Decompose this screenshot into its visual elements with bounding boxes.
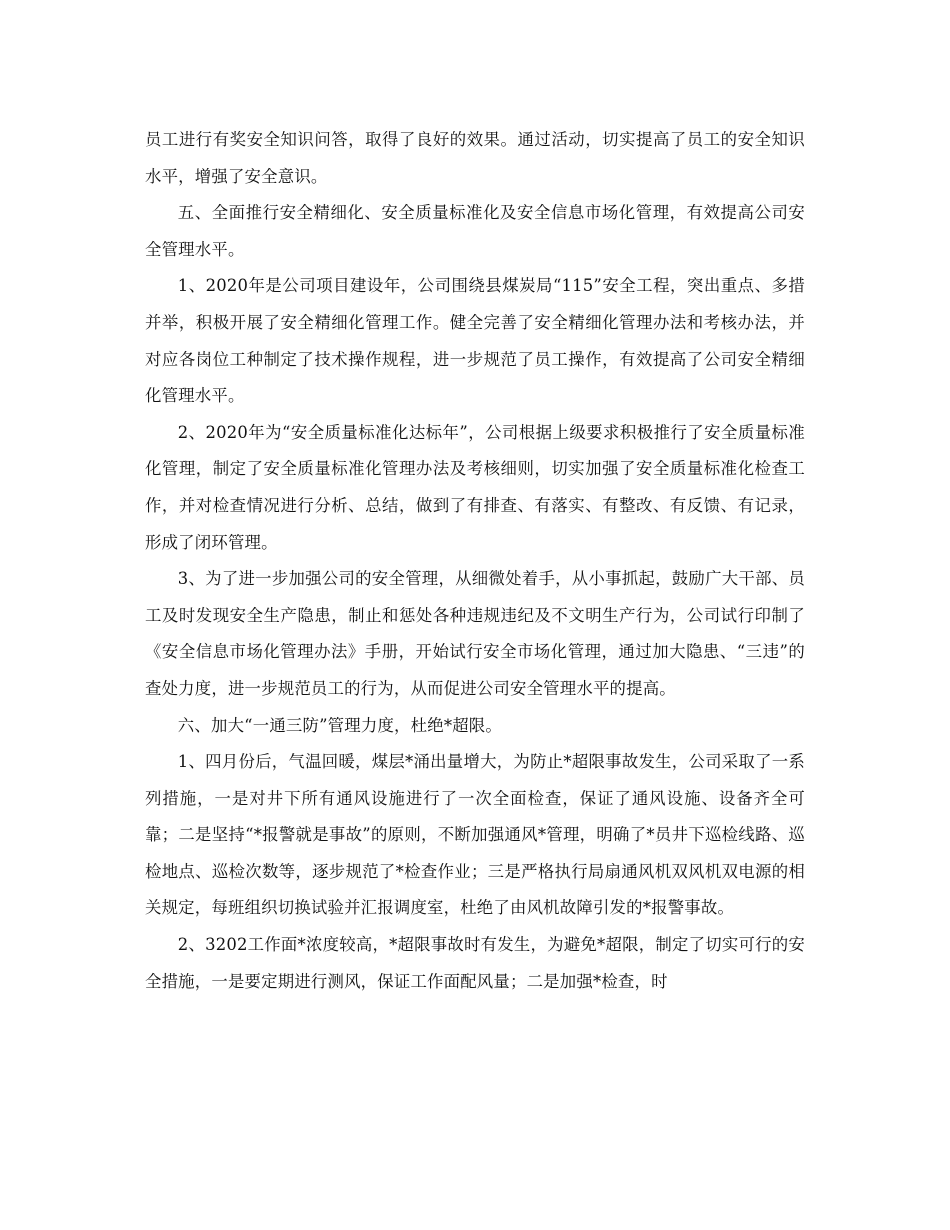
paragraph-6: 六、加大“一通三防”管理力度，杜绝*超限。	[177, 715, 502, 735]
paragraph-8: 2、3202工作面*浓度较高，*超限事故时有发生，为避免*超限，制定了切实可行的安全措施，一是要定期进行测风，保证工作面配风量；二是加强*检查，时	[145, 935, 805, 991]
paragraph-2: 五、全面推行安全精细化、安全质量标准化及安全信息市场化管理，有效提高公司安全管理水平。	[145, 203, 805, 259]
document-page	[145, 122, 805, 1000]
paragraph-3: 1、2020年是公司项目建设年，公司围绕县煤炭局“115”安全工程，突出重点、多措并举，积极开展了安全精细化管理工作。健全完善了安全精细化管理办法和考核办法，并对应各岗位工种制定了技术操作规程，进一步规范了员工操作，有效提高了公司安全精细化管理水平。	[145, 276, 805, 406]
paragraph-4: 2、2020年为“安全质量标准化达标年”，公司根据上级要求积极推行了安全质量标准化管理，制定了安全质量标准化管理办法及考核细则，切实加强了安全质量标准化检查工作，并对检查情况进行分析、总结，做到了有排查、有落实、有整改、有反馈、有记录，形成了闭环管理。	[145, 422, 805, 552]
paragraph-7: 1、四月份后，气温回暖，煤层*涌出量增大，为防止*超限事故发生，公司采取了一系列措施，一是对井下所有通风设施进行了一次全面检查，保证了通风设施、设备齐全可靠；二是坚持“*报警就是事故”的原则，不断加强通风*管理，明确了*员井下巡检线路、巡检地点、巡检次数等，逐步规范了*检查作业；三是严格执行局扇通风机双风机双电源的相关规定，每班组织切换试验并汇报调度室，杜绝了由风机故障引发的*报警事故。	[145, 752, 805, 918]
paragraph-1: 员工进行有奖安全知识问答，取得了良好的效果。通过活动，切实提高了员工的安全知识水平，增强了安全意识。	[145, 130, 805, 186]
paragraph-5: 3、为了进一步加强公司的安全管理，从细微处着手，从小事抓起，鼓励广大干部、员工及时发现安全生产隐患，制止和惩处各种违规违纪及不文明生产行为，公司试行印制了《安全信息市场化管理办法》手册，开始试行安全市场化管理，通过加大隐患、“三违”的查处力度，进一步规范员工的行为，从而促进公司安全管理水平的提高。	[145, 569, 805, 698]
